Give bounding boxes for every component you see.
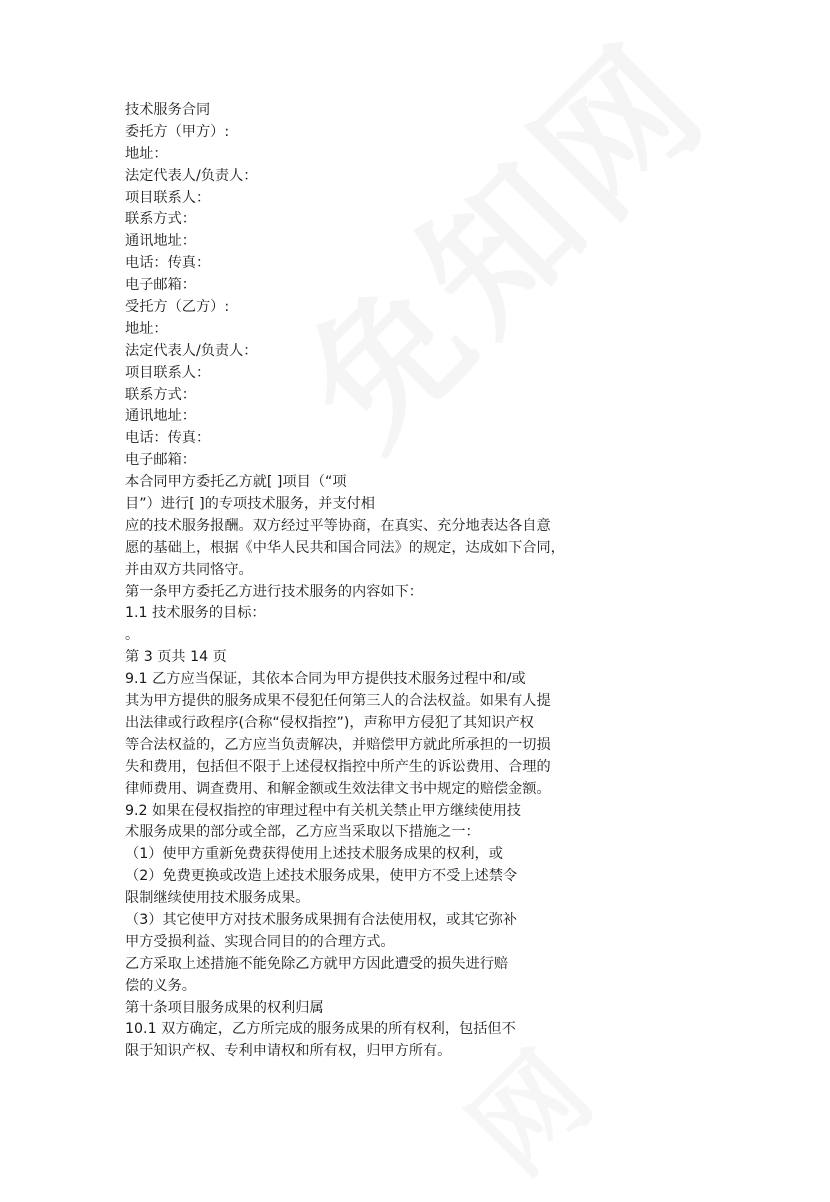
document-line: 项目联系人： [125,364,211,381]
document-line: （1）使甲方重新免费获得使用上述技术服务成果的权利，或 [125,846,503,863]
document-line: 地址： [125,320,168,337]
document-line: 通讯地址： [125,233,196,250]
document-line: 愿的基础上，根据《中华人民共和国合同法》的规定，达成如下合同， [125,539,565,556]
document-line: 通讯地址： [125,408,196,425]
document-line: 乙方采取上述措施不能免除乙方就甲方因此遭受的损失进行赔 [125,955,509,972]
document-line: 受托方（乙方）: [125,299,230,316]
document-line: 1.1 技术服务的目标： [125,605,266,622]
document-body [125,100,595,1063]
document-line: 本合同甲方委托乙方就[ ]项目（“项 [125,474,347,491]
document-line: 技术服务合同 [125,102,211,118]
document-line: 9.1 乙方应当保证，其依本合同为甲方提供技术服务过程中和/或 [125,671,526,688]
document-line: 。 [125,627,140,644]
document-line: 律师费用、调查费用、和解金额或生效法律文书中规定的赔偿金额。 [125,780,551,797]
document-line: 等合法权益的，乙方应当负责解决，并赔偿甲方就此所承担的一切损 [125,736,551,753]
document-line: 联系方式： [125,386,196,403]
document-line: 电话：传真： [125,255,211,272]
document-line: 失和费用，包括但不限于上述侵权指控中所产生的诉讼费用、合理的 [125,758,551,775]
document-line: 偿的义务。 [125,977,196,994]
document-line: 第一条甲方委托乙方进行技术服务的内容如下： [125,583,423,600]
document-line: 第 3 页共 14 页 [125,649,227,666]
document-line: （3）其它使甲方对技术服务成果拥有合法使用权，或其它弥补 [125,911,518,928]
document-line: 并由双方共同恪守。 [125,561,253,578]
document-line: 限制继续使用技术服务成果。 [125,890,310,907]
document-line: 10.1 双方确定，乙方所完成的服务成果的所有权利，包括但不 [125,1021,516,1038]
document-line: 出法律或行政程序(合称“侵权指控”)，声称甲方侵犯了其知识产权 [125,714,534,731]
document-line: 法定代表人/负责人： [125,342,258,359]
document-line: 联系方式： [125,211,196,228]
document-line: 第十条项目服务成果的权利归属 [125,999,324,1016]
document-line: 地址： [125,145,168,162]
watermark: 免知网 [274,11,742,478]
document-line: 限于知识产权、专利申请权和所有权，归甲方所有。 [125,1043,452,1060]
document-line: 甲方受损利益、实现合同目的的合理方式。 [125,933,395,950]
document-line: 9.2 如果在侵权指控的审理过程中有关机关禁止甲方继续使用技 [125,802,521,819]
document-line: 电子邮箱： [125,277,196,294]
document-line: 委托方（甲方）: [125,123,230,140]
document-line: 应的技术服务报酬。双方经过平等协商，在真实、充分地表达各自意 [125,517,551,534]
document-line: 电话：传真： [125,430,211,447]
document-line: 术服务成果的部分或全部，乙方应当采取以下措施之一： [125,824,480,841]
document-line: 其为甲方提供的服务成果不侵犯任何第三人的合法权益。如果有人提 [125,693,551,710]
document-line: （2）免费更换或改造上述技术服务成果，使甲方不受上述禁令 [125,868,518,885]
document-line: 项目联系人： [125,189,211,206]
document-line: 目”）进行[ ]的专项技术服务，并支付相 [125,496,375,513]
watermark-bottom: 网 [446,1029,616,1198]
document-line: 法定代表人/负责人： [125,167,258,184]
document-line: 电子邮箱： [125,452,196,469]
